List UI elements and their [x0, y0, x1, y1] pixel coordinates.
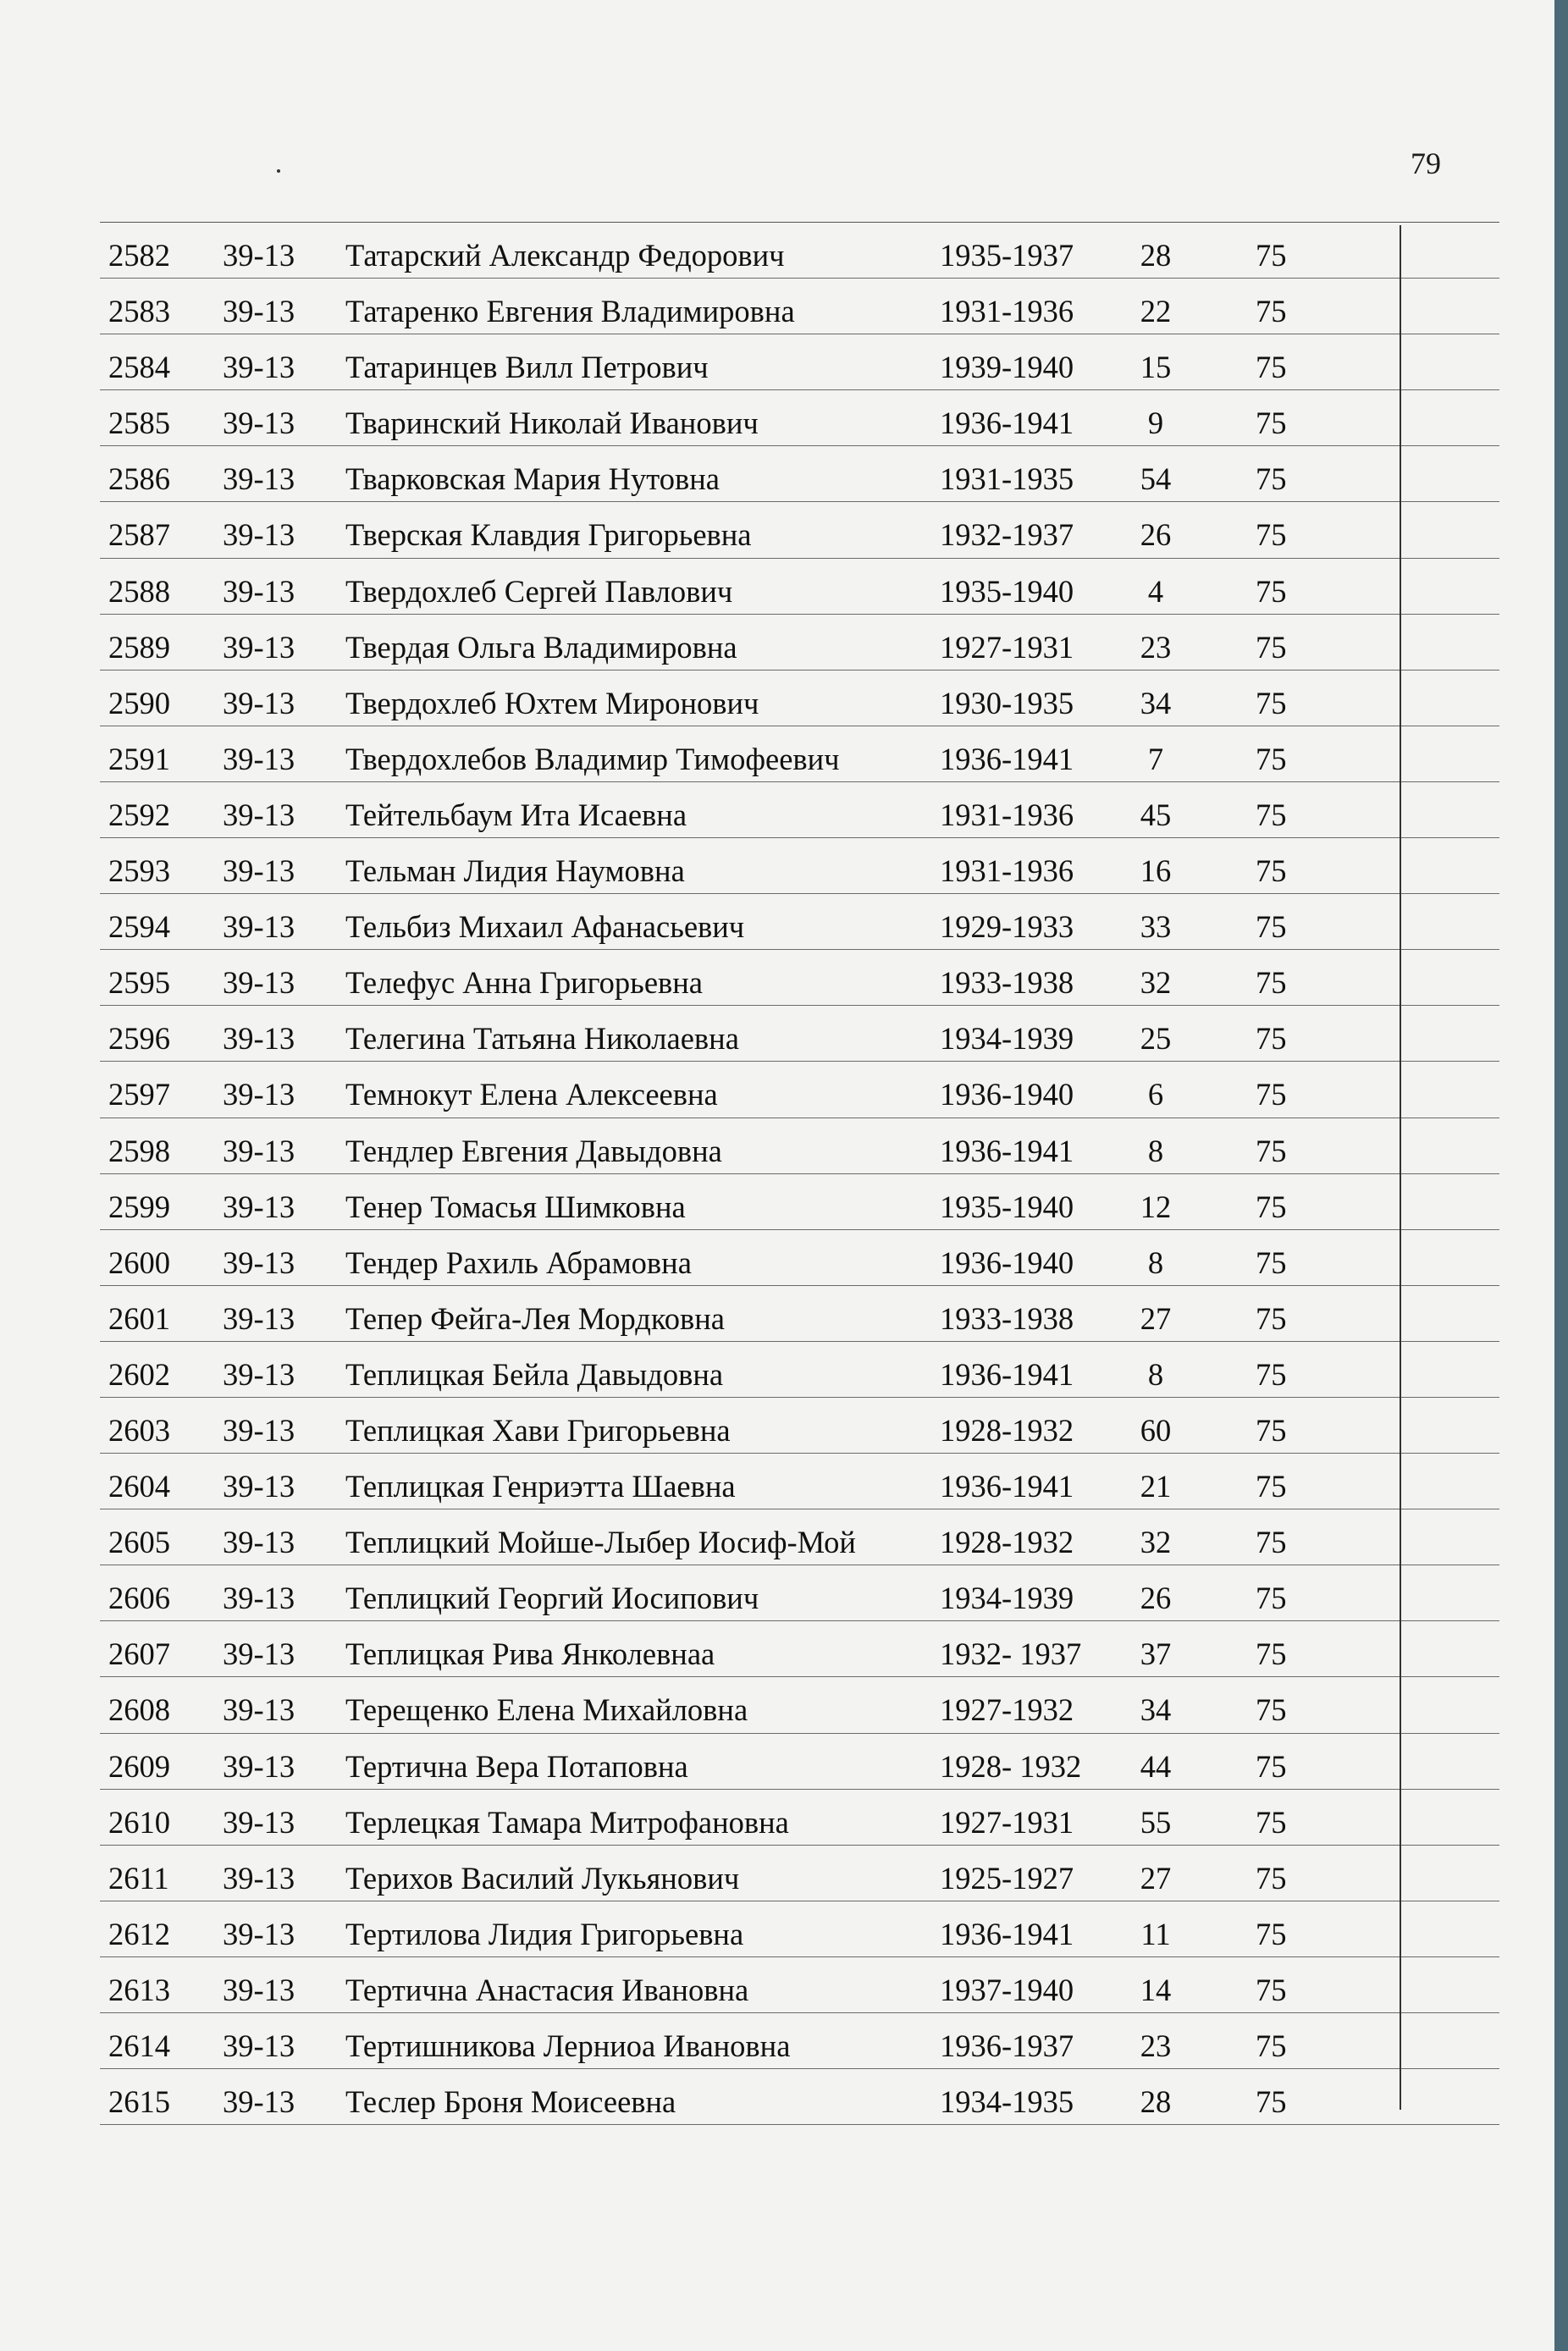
person-name: Тельман Лидия Наумовна — [345, 853, 685, 889]
record-number: 2608 — [108, 1692, 170, 1728]
years-range: 1934-1939 — [940, 1021, 1074, 1057]
record-count: 32 — [1140, 1525, 1172, 1560]
table-row — [100, 950, 1499, 1006]
record-count: 28 — [1140, 238, 1172, 273]
record-count: 28 — [1140, 2084, 1172, 2120]
record-number: 2589 — [108, 629, 170, 665]
record-number: 2588 — [108, 573, 170, 609]
retention-term: 75 — [1256, 1356, 1287, 1392]
person-name: Тертилова Лидия Григорьевна — [345, 1916, 744, 1951]
record-count: 34 — [1140, 685, 1172, 720]
record-count: 23 — [1140, 629, 1172, 665]
years-range: 1928- 1932 — [940, 1748, 1082, 1784]
table-row — [100, 223, 1499, 279]
retention-term: 75 — [1256, 573, 1287, 609]
years-range: 1935-1940 — [940, 573, 1074, 609]
record-number: 2595 — [108, 965, 170, 1001]
person-name: Тейтельбаум Ита Исаевна — [345, 797, 687, 832]
stray-mark — [277, 169, 280, 173]
retention-term: 75 — [1256, 1077, 1287, 1112]
table-row — [100, 1286, 1499, 1342]
years-range: 1936-1937 — [940, 2028, 1074, 2063]
table-row — [100, 1734, 1499, 1790]
record-code: 39-13 — [223, 1300, 295, 1336]
record-code: 39-13 — [223, 1860, 295, 1896]
record-number: 2592 — [108, 797, 170, 832]
retention-term: 75 — [1256, 1244, 1287, 1280]
person-name: Тертишникова Лерниоа Ивановна — [345, 2028, 791, 2063]
person-name: Тендер Рахиль Абрамовна — [345, 1244, 692, 1280]
record-number: 2585 — [108, 406, 170, 441]
retention-term: 75 — [1256, 1636, 1287, 1672]
record-number: 2600 — [108, 1244, 170, 1280]
record-number: 2615 — [108, 2084, 170, 2120]
record-code: 39-13 — [223, 909, 295, 945]
record-number: 2586 — [108, 461, 170, 497]
years-range: 1936-1941 — [940, 741, 1074, 776]
record-number: 2607 — [108, 1636, 170, 1672]
record-count: 16 — [1140, 853, 1172, 889]
table-row — [100, 502, 1499, 558]
record-code: 39-13 — [223, 1412, 295, 1448]
years-range: 1933-1938 — [940, 965, 1074, 1001]
person-name: Татаренко Евгения Владимировна — [345, 294, 795, 329]
record-number: 2605 — [108, 1525, 170, 1560]
record-code: 39-13 — [223, 350, 295, 385]
record-code: 39-13 — [223, 629, 295, 665]
retention-term: 75 — [1256, 2028, 1287, 2063]
years-range: 1930-1935 — [940, 685, 1074, 720]
years-range: 1931-1936 — [940, 294, 1074, 329]
retention-term: 75 — [1256, 517, 1287, 553]
record-number: 2590 — [108, 685, 170, 720]
years-range: 1931-1935 — [940, 461, 1074, 497]
record-number: 2613 — [108, 1972, 170, 2007]
record-number: 2614 — [108, 2028, 170, 2063]
record-count: 8 — [1147, 1356, 1164, 1392]
record-count: 33 — [1140, 909, 1172, 945]
person-name: Тенер Томасья Шимковна — [345, 1189, 686, 1224]
record-count: 23 — [1140, 2028, 1172, 2063]
page-number: 79 — [1411, 146, 1441, 180]
record-code: 39-13 — [223, 853, 295, 889]
retention-term: 75 — [1256, 294, 1287, 329]
record-count: 9 — [1147, 406, 1164, 441]
table-row — [100, 615, 1499, 671]
retention-term: 75 — [1256, 406, 1287, 441]
record-code: 39-13 — [223, 573, 295, 609]
table-row — [100, 1901, 1499, 1957]
record-code: 39-13 — [223, 1581, 295, 1616]
record-code: 39-13 — [223, 685, 295, 720]
retention-term: 75 — [1256, 1916, 1287, 1951]
person-name: Теплицкий Георгий Иосипович — [345, 1581, 759, 1616]
years-range: 1936-1940 — [940, 1077, 1074, 1112]
table-row — [100, 894, 1499, 950]
table-row — [100, 1957, 1499, 2013]
record-number: 2601 — [108, 1300, 170, 1336]
table-row — [100, 1846, 1499, 1901]
years-range: 1936-1941 — [940, 1356, 1074, 1392]
table-row — [100, 446, 1499, 502]
person-name: Тертична Вера Потаповна — [345, 1748, 688, 1784]
table-row — [100, 726, 1499, 782]
record-number: 2603 — [108, 1412, 170, 1448]
record-count: 25 — [1140, 1021, 1172, 1057]
retention-term: 75 — [1256, 741, 1287, 776]
person-name: Тендлер Евгения Давыдовна — [345, 1133, 722, 1168]
record-number: 2606 — [108, 1581, 170, 1616]
years-range: 1932- 1937 — [940, 1636, 1082, 1672]
record-code: 39-13 — [223, 797, 295, 832]
record-code: 39-13 — [223, 1972, 295, 2007]
retention-term: 75 — [1256, 1300, 1287, 1336]
record-count: 4 — [1147, 573, 1164, 609]
years-range: 1929-1933 — [940, 909, 1074, 945]
record-number: 2602 — [108, 1356, 170, 1392]
table-row — [100, 1790, 1499, 1846]
record-code: 39-13 — [223, 1525, 295, 1560]
person-name: Терещенко Елена Михайловна — [345, 1692, 748, 1728]
years-range: 1931-1936 — [940, 797, 1074, 832]
record-code: 39-13 — [223, 1469, 295, 1504]
record-code: 39-13 — [223, 1692, 295, 1728]
table-row — [100, 1342, 1499, 1398]
record-code: 39-13 — [223, 1244, 295, 1280]
table-row — [100, 279, 1499, 334]
table-row — [100, 1621, 1499, 1677]
record-count: 7 — [1147, 741, 1164, 776]
record-count: 22 — [1140, 294, 1172, 329]
table-row — [100, 2069, 1499, 2125]
table-row — [100, 1677, 1499, 1733]
record-count: 54 — [1140, 461, 1172, 497]
retention-term: 75 — [1256, 1860, 1287, 1896]
years-range: 1928-1932 — [940, 1412, 1074, 1448]
record-number: 2596 — [108, 1021, 170, 1057]
records-table — [100, 222, 1499, 2125]
record-number: 2604 — [108, 1469, 170, 1504]
table-row — [100, 1398, 1499, 1454]
table-row — [100, 1062, 1499, 1118]
retention-term: 75 — [1256, 1692, 1287, 1728]
record-code: 39-13 — [223, 294, 295, 329]
person-name: Татаринцев Вилл Петрович — [345, 350, 709, 385]
person-name: Темнокут Елена Алексеевна — [345, 1077, 718, 1112]
record-code: 39-13 — [223, 1021, 295, 1057]
years-range: 1927-1931 — [940, 629, 1074, 665]
years-range: 1932-1937 — [940, 517, 1074, 553]
person-name: Твердохлеб Юхтем Миронович — [345, 685, 759, 720]
record-number: 2591 — [108, 741, 170, 776]
table-row — [100, 838, 1499, 894]
record-count: 60 — [1140, 1412, 1172, 1448]
table-row — [100, 1118, 1499, 1174]
record-code: 39-13 — [223, 1356, 295, 1392]
retention-term: 75 — [1256, 685, 1287, 720]
record-code: 39-13 — [223, 2028, 295, 2063]
years-range: 1928-1932 — [940, 1525, 1074, 1560]
years-range: 1936-1941 — [940, 406, 1074, 441]
record-code: 39-13 — [223, 1804, 295, 1840]
person-name: Тварковская Мария Нутовна — [345, 461, 720, 497]
person-name: Терлецкая Тамара Митрофановна — [345, 1804, 789, 1840]
years-range: 1927-1931 — [940, 1804, 1074, 1840]
retention-term: 75 — [1256, 238, 1287, 273]
retention-term: 75 — [1256, 1581, 1287, 1616]
record-code: 39-13 — [223, 1916, 295, 1951]
record-code: 39-13 — [223, 2084, 295, 2120]
record-number: 2599 — [108, 1189, 170, 1224]
record-number: 2583 — [108, 294, 170, 329]
person-name: Терихов Василий Лукьянович — [345, 1860, 740, 1896]
record-code: 39-13 — [223, 1077, 295, 1112]
retention-term: 75 — [1256, 1525, 1287, 1560]
table-row — [100, 1230, 1499, 1286]
table-row — [100, 1454, 1499, 1509]
person-name: Теплицкая Бейла Давыдовна — [345, 1356, 724, 1392]
retention-term: 75 — [1256, 965, 1287, 1001]
record-number: 2584 — [108, 350, 170, 385]
person-name: Тертична Анастасия Ивановна — [345, 1972, 749, 2007]
years-range: 1936-1941 — [940, 1133, 1074, 1168]
table-row — [100, 1174, 1499, 1230]
retention-term: 75 — [1256, 1469, 1287, 1504]
record-count: 44 — [1140, 1748, 1172, 1784]
table-row — [100, 390, 1499, 446]
record-number: 2594 — [108, 909, 170, 945]
person-name: Твердая Ольга Владимировна — [345, 629, 737, 665]
record-count: 14 — [1140, 1972, 1172, 2007]
retention-term: 75 — [1256, 461, 1287, 497]
table-row — [100, 2013, 1499, 2069]
record-code: 39-13 — [223, 461, 295, 497]
record-count: 26 — [1140, 1581, 1172, 1616]
retention-term: 75 — [1256, 2084, 1287, 2120]
table-right-border — [1400, 225, 1401, 2110]
person-name: Тверская Клавдия Григорьевна — [345, 517, 752, 553]
record-code: 39-13 — [223, 1748, 295, 1784]
record-count: 32 — [1140, 965, 1172, 1001]
retention-term: 75 — [1256, 1972, 1287, 2007]
retention-term: 75 — [1256, 1412, 1287, 1448]
retention-term: 75 — [1256, 350, 1287, 385]
record-count: 8 — [1147, 1244, 1164, 1280]
years-range: 1937-1940 — [940, 1972, 1074, 2007]
retention-term: 75 — [1256, 853, 1287, 889]
table-row — [100, 671, 1499, 726]
record-count: 6 — [1147, 1077, 1164, 1112]
record-number: 2597 — [108, 1077, 170, 1112]
table-row — [100, 1565, 1499, 1621]
retention-term: 75 — [1256, 1748, 1287, 1784]
record-number: 2609 — [108, 1748, 170, 1784]
record-code: 39-13 — [223, 406, 295, 441]
record-code: 39-13 — [223, 238, 295, 273]
record-count: 45 — [1140, 797, 1172, 832]
record-count: 21 — [1140, 1469, 1172, 1504]
record-count: 37 — [1140, 1636, 1172, 1672]
years-range: 1927-1932 — [940, 1692, 1074, 1728]
person-name: Телефус Анна Григорьевна — [345, 965, 703, 1001]
retention-term: 75 — [1256, 1021, 1287, 1057]
years-range: 1939-1940 — [940, 350, 1074, 385]
years-range: 1934-1935 — [940, 2084, 1074, 2120]
record-count: 11 — [1140, 1916, 1171, 1951]
person-name: Тваринский Николай Иванович — [345, 406, 759, 441]
record-count: 15 — [1140, 350, 1172, 385]
person-name: Твердохлебов Владимир Тимофеевич — [345, 741, 840, 776]
person-name: Твердохлеб Сергей Павлович — [345, 573, 733, 609]
retention-term: 75 — [1256, 1189, 1287, 1224]
record-number: 2610 — [108, 1804, 170, 1840]
record-code: 39-13 — [223, 965, 295, 1001]
record-number: 2598 — [108, 1133, 170, 1168]
years-range: 1935-1937 — [940, 238, 1074, 273]
record-number: 2582 — [108, 238, 170, 273]
record-code: 39-13 — [223, 1189, 295, 1224]
retention-term: 75 — [1256, 797, 1287, 832]
record-number: 2612 — [108, 1916, 170, 1951]
years-range: 1931-1936 — [940, 853, 1074, 889]
years-range: 1935-1940 — [940, 1189, 1074, 1224]
record-code: 39-13 — [223, 1636, 295, 1672]
table-row — [100, 782, 1499, 838]
person-name: Татарский Александр Федорович — [345, 238, 785, 273]
person-name: Телегина Татьяна Николаевна — [345, 1021, 739, 1057]
table-row — [100, 559, 1499, 615]
table-row — [100, 1006, 1499, 1062]
person-name: Теслер Броня Моисеевна — [345, 2084, 676, 2120]
record-count: 55 — [1140, 1804, 1172, 1840]
years-range: 1936-1941 — [940, 1469, 1074, 1504]
record-count: 8 — [1147, 1133, 1164, 1168]
retention-term: 75 — [1256, 909, 1287, 945]
years-range: 1934-1939 — [940, 1581, 1074, 1616]
person-name: Теплицкая Хави Григорьевна — [345, 1412, 731, 1448]
retention-term: 75 — [1256, 1133, 1287, 1168]
person-name: Теплицкая Рива Янколевнаа — [345, 1636, 715, 1672]
years-range: 1936-1941 — [940, 1916, 1074, 1951]
record-number: 2587 — [108, 517, 170, 553]
record-number: 2611 — [108, 1860, 169, 1896]
record-code: 39-13 — [223, 1133, 295, 1168]
retention-term: 75 — [1256, 1804, 1287, 1840]
record-count: 26 — [1140, 517, 1172, 553]
record-count: 27 — [1140, 1860, 1172, 1896]
record-count: 27 — [1140, 1300, 1172, 1336]
years-range: 1936-1940 — [940, 1244, 1074, 1280]
record-code: 39-13 — [223, 741, 295, 776]
record-count: 12 — [1140, 1189, 1172, 1224]
table-row — [100, 334, 1499, 390]
table-row — [100, 1509, 1499, 1565]
person-name: Теплицкая Генриэтта Шаевна — [345, 1469, 736, 1504]
retention-term: 75 — [1256, 629, 1287, 665]
record-count: 34 — [1140, 1692, 1172, 1728]
years-range: 1925-1927 — [940, 1860, 1074, 1896]
person-name: Тепер Фейга-Лея Мордковна — [345, 1300, 725, 1336]
record-number: 2593 — [108, 853, 170, 889]
years-range: 1933-1938 — [940, 1300, 1074, 1336]
record-code: 39-13 — [223, 517, 295, 553]
person-name: Теплицкий Мойше-Лыбер Иосиф-Мой — [345, 1525, 856, 1560]
person-name: Тельбиз Михаил Афанасьевич — [345, 909, 745, 945]
